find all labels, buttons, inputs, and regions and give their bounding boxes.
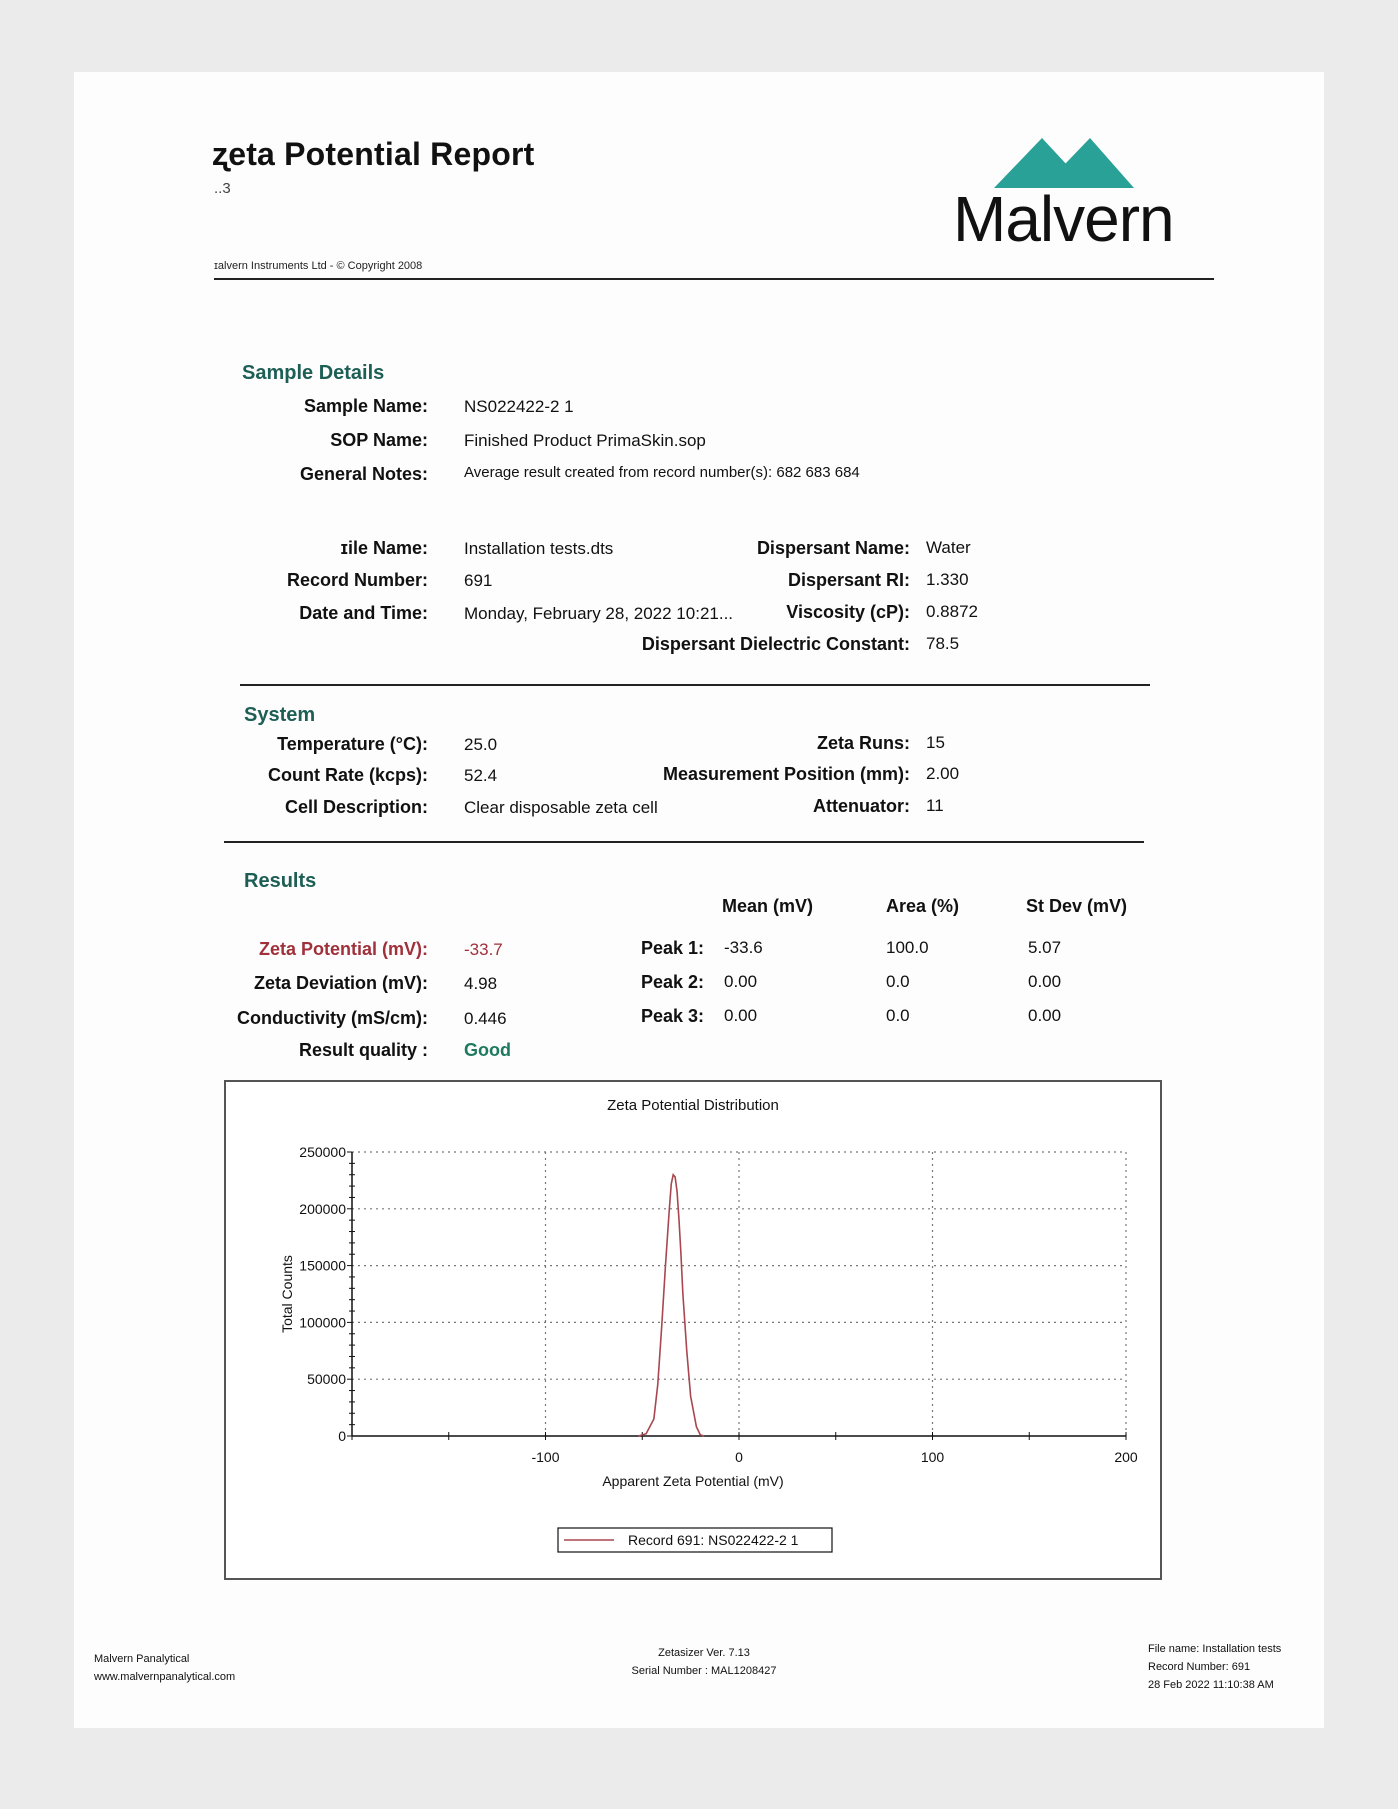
dispersant-ri-label: Dispersant RI: <box>787 570 910 590</box>
chart-svg <box>226 1082 1160 1578</box>
footer-company <box>94 1650 235 1686</box>
peak-label: Peak 2: <box>640 972 704 992</box>
cell-description-value: Clear disposable zeta cell <box>464 798 658 817</box>
x-tick-label: 200 <box>1114 1449 1138 1465</box>
record-number-label: Record Number: <box>286 570 428 590</box>
viscosity-value: 0.8872 <box>926 602 978 621</box>
zeta-deviation-value: 4.98 <box>464 974 498 993</box>
temperature-value: 25.0 <box>464 735 498 754</box>
malvern-logo-text: Malvern <box>953 183 1174 255</box>
file-name-value: Installation tests.dts <box>464 539 614 558</box>
malvern-logo-icon <box>994 138 1134 188</box>
column-area: Area (%) <box>886 896 960 916</box>
zeta-runs-value: 15 <box>926 733 945 752</box>
footer-record-info <box>1148 1640 1281 1694</box>
header-divider <box>214 278 1214 280</box>
sample-name-label: Sample Name: <box>303 396 428 416</box>
column-stdev: St Dev (mV) <box>1026 896 1128 916</box>
viscosity-label: Viscosity (cP): <box>786 602 910 622</box>
date-time-label: Date and Time: <box>299 603 428 623</box>
report-page <box>74 72 1324 1728</box>
peak-stdev: 0.00 <box>1028 1006 1062 1025</box>
attenuator-value: 11 <box>926 796 944 815</box>
peak-mean: 0.00 <box>724 1006 758 1025</box>
attenuator-label: Attenuator: <box>813 796 910 816</box>
zeta-distribution-chart <box>224 1080 1162 1580</box>
y-tick-label: 50000 <box>307 1371 346 1388</box>
dielectric-value: 78.5 <box>926 634 960 653</box>
count-rate-value: 52.4 <box>464 766 498 785</box>
footer-record-number: Record Number: 691 <box>1148 1661 1251 1673</box>
peak-area: 0.0 <box>886 972 910 991</box>
peak-label: Peak 1: <box>640 938 704 958</box>
report-title: ʐeta Potential Report <box>212 136 535 172</box>
peak-stdev: 0.00 <box>1028 972 1062 991</box>
sop-name-label: SOP Name: <box>330 430 428 450</box>
peak-area: 0.0 <box>886 1006 910 1025</box>
general-notes-label: General Notes: <box>299 464 428 484</box>
dielectric-label: Dispersant Dielectric Constant: <box>641 634 910 654</box>
legend-label: Record 691: NS022422-2 1 <box>628 1532 799 1548</box>
software-version: Zetasizer Ver. 7.13 <box>658 1647 750 1659</box>
section-divider <box>224 841 1144 843</box>
dispersant-ri-value: 1.330 <box>926 570 969 589</box>
x-tick-label: 100 <box>920 1449 945 1465</box>
dispersant-name-label: Dispersant Name: <box>756 538 910 558</box>
system-heading: System <box>244 704 316 726</box>
company-website: www.malvernpanalytical.com <box>94 1671 236 1683</box>
peak-stdev: 5.07 <box>1028 938 1062 957</box>
peak-area: 100.0 <box>886 938 929 957</box>
conductivity-label: Conductivity (mS/cm): <box>236 1008 428 1028</box>
y-tick-label: 150000 <box>299 1257 346 1274</box>
conductivity-value: 0.446 <box>464 1009 507 1028</box>
zeta-potential-label: Zeta Potential (mV): <box>258 939 428 959</box>
footer-timestamp: 28 Feb 2022 11:10:38 AM <box>1148 1679 1274 1691</box>
y-tick-label: 0 <box>338 1428 346 1444</box>
column-mean: Mean (mV) <box>722 896 814 916</box>
footer-file-name: File name: Installation tests <box>1148 1643 1282 1655</box>
footer-software <box>614 1644 794 1680</box>
measurement-position-label: Measurement Position (mm): <box>662 764 910 784</box>
result-quality-label: Result quality : <box>298 1040 428 1060</box>
x-tick-label: -100 <box>531 1449 560 1465</box>
y-tick-label: 250000 <box>299 1144 346 1160</box>
count-rate-label: Count Rate (kcps): <box>267 765 428 785</box>
y-tick-label: 100000 <box>299 1314 346 1331</box>
chart-title: Zeta Potential Distribution <box>607 1097 779 1114</box>
y-axis-label: Total Counts <box>279 1255 295 1333</box>
x-tick-label: 0 <box>735 1449 743 1465</box>
general-notes-value: Average result created from record number(s): 682 683 684 <box>464 464 860 481</box>
record-number-value: 691 <box>464 571 493 590</box>
result-quality-value: Good <box>464 1040 511 1060</box>
sample-details-heading: Sample Details <box>242 362 385 384</box>
section-divider <box>240 684 1150 686</box>
peak-mean: -33.6 <box>724 938 763 957</box>
peak-label: Peak 3: <box>640 1006 704 1026</box>
serial-number: Serial Number : MAL1208427 <box>631 1665 777 1677</box>
zeta-runs-label: Zeta Runs: <box>816 733 910 753</box>
y-tick-label: 200000 <box>299 1200 346 1217</box>
company-name: Malvern Panalytical <box>94 1653 190 1665</box>
zeta-potential-value: -33.7 <box>464 940 503 959</box>
cell-description-label: Cell Description: <box>284 797 428 817</box>
temperature-label: Temperature (°C): <box>277 734 428 754</box>
sop-name-value: Finished Product PrimaSkin.sop <box>464 431 706 450</box>
copyright-text: ɪalvern Instruments Ltd - © Copyright 2008 <box>214 260 423 272</box>
sample-name-value: NS022422-2 1 <box>464 397 574 416</box>
peak-mean: 0.00 <box>724 972 758 991</box>
date-time-value: Monday, February 28, 2022 10:21... <box>464 604 734 623</box>
report-version: ..3 <box>214 180 231 197</box>
dispersant-name-value: Water <box>926 538 971 557</box>
measurement-position-value: 2.00 <box>926 764 960 783</box>
file-name-label: ɪile Name: <box>340 538 428 558</box>
series-line <box>638 1175 704 1436</box>
results-heading: Results <box>244 870 317 892</box>
x-axis-label: Apparent Zeta Potential (mV) <box>602 1473 784 1489</box>
zeta-deviation-label: Zeta Deviation (mV): <box>253 973 428 993</box>
